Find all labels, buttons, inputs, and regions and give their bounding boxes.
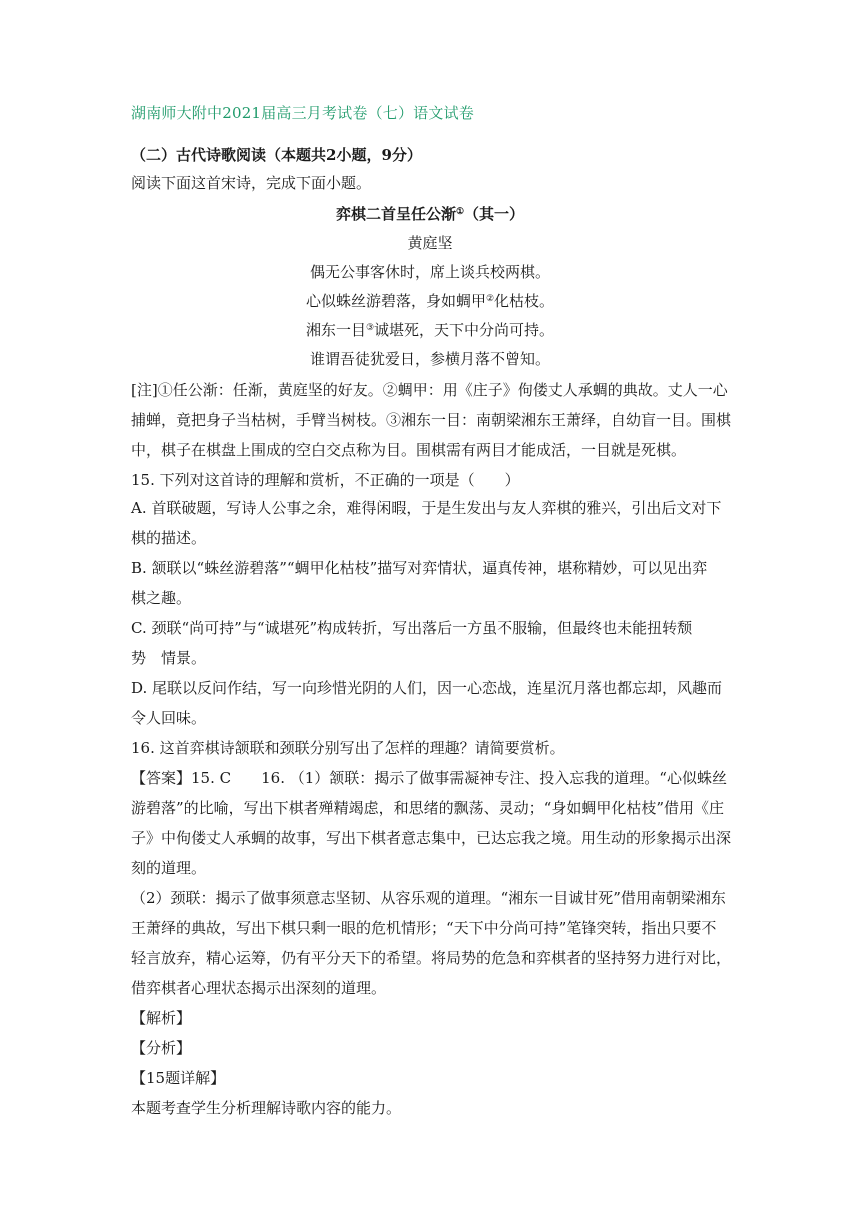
poem-author: 黄庭坚 xyxy=(407,234,453,252)
note-line: 中，棋子在棋盘上围成的空白交点称为目。围棋需有两目才能成活，一目就是死棋。 xyxy=(131,441,687,459)
section-title: （二）古代诗歌阅读（本题共2小题，9分） xyxy=(131,146,422,164)
answer-line: 【答案】15. C 16. （1）颔联：揭示了做事需凝神专注、投入忘我的道理。“心似蛛丝 xyxy=(131,769,727,787)
answer-line: 刻的道理。 xyxy=(131,859,207,877)
answer-line: 子》中佝偻丈人承蜩的故事，写出下棋者意志集中，已达忘我之境。用生动的形象揭示出深 xyxy=(131,829,732,847)
instruction: 阅读下面这首宋诗，完成下面小题。 xyxy=(131,174,372,192)
option-c: C. 颈联“尚可持”与“诚堪死”构成转折，写出落后一方虽不服输，但最终也未能扭转颓 xyxy=(131,619,693,637)
poem-line-3: 湘东一目③诚堪死，天下中分尚可持。 xyxy=(305,321,555,339)
answer-line: 王萧绎的典故，写出下棋只剩一眼的危机情形；“天下中分尚可持”笔锋突转，指出只要不 xyxy=(131,919,717,937)
answer-line: 借弈棋者心理状态揭示出深刻的道理。 xyxy=(131,979,387,997)
poem-line-4: 谁谓吾徒犹爱日，参横月落不曾知。 xyxy=(309,350,550,368)
option-b-cont: 棋之趣。 xyxy=(131,589,192,607)
note-line: 捕蝉，竟把身子当枯树，手臂当树枝。③湘东一目：南朝梁湘东王萧绎，自幼盲一目。围棋 xyxy=(131,411,732,429)
question-16-stem: 16. 这首弈棋诗颔联和颈联分别写出了怎样的理趣？请简要赏析。 xyxy=(131,739,565,757)
option-d-cont: 令人回味。 xyxy=(131,709,207,727)
detail-label: 【15题详解】 xyxy=(131,1069,226,1087)
option-a-cont: 棋的描述。 xyxy=(131,529,207,547)
poem-line-2: 心似蛛丝游碧落，身如蜩甲②化枯枝。 xyxy=(305,292,555,310)
answer-line: 游碧落”的比喻，写出下棋者殚精竭虑，和思绪的飘荡、灵动；“身如蜩甲化枯枝”借用《庄 xyxy=(131,799,725,817)
analysis-label: 【解析】 xyxy=(131,1009,192,1027)
option-d: D. 尾联以反问作结，写一向珍惜光阴的人们，因一心恋战，连星沉月落也都忘却，风趣而 xyxy=(131,679,723,697)
option-b: B. 颔联以“蛛丝游碧落”“蜩甲化枯枝”描写对弈情状，逼真传神，堪称精妙，可以见出弈 xyxy=(131,559,708,577)
poem-title: 弈棋二首呈任公渐①（其一） xyxy=(335,205,525,223)
note-line: [注]①任公渐：任渐，黄庭坚的好友。②蜩甲：用《庄子》佝偻丈人承蜩的典故。丈人一心 xyxy=(131,381,728,399)
option-a: A. 首联破题，写诗人公事之余，难得闲暇，于是生发出与友人弈棋的雅兴，引出后文对下 xyxy=(131,499,722,517)
answer-line: 轻言放弃，精心运筹，仍有平分天下的希望。将局势的危急和弈棋者的坚持努力进行对比， xyxy=(131,949,732,967)
poem-line-1: 偶无公事客休时，席上谈兵校两棋。 xyxy=(309,263,550,281)
detail-text: 本题考查学生分析理解诗歌内容的能力。 xyxy=(131,1099,402,1117)
option-c-cont: 势 情景。 xyxy=(131,649,207,667)
document-header: 湖南师大附中2021届高三月考试卷（七）语文试卷 xyxy=(131,104,474,122)
fenxi-label: 【分析】 xyxy=(131,1039,192,1057)
answer-line: （2）颈联：揭示了做事须意志坚韧、从容乐观的道理。“湘东一目诚甘死”借用南朝梁湘东 xyxy=(131,889,726,907)
question-15-stem: 15. 下列对这首诗的理解和赏析，不正确的一项是（ ） xyxy=(131,471,520,489)
